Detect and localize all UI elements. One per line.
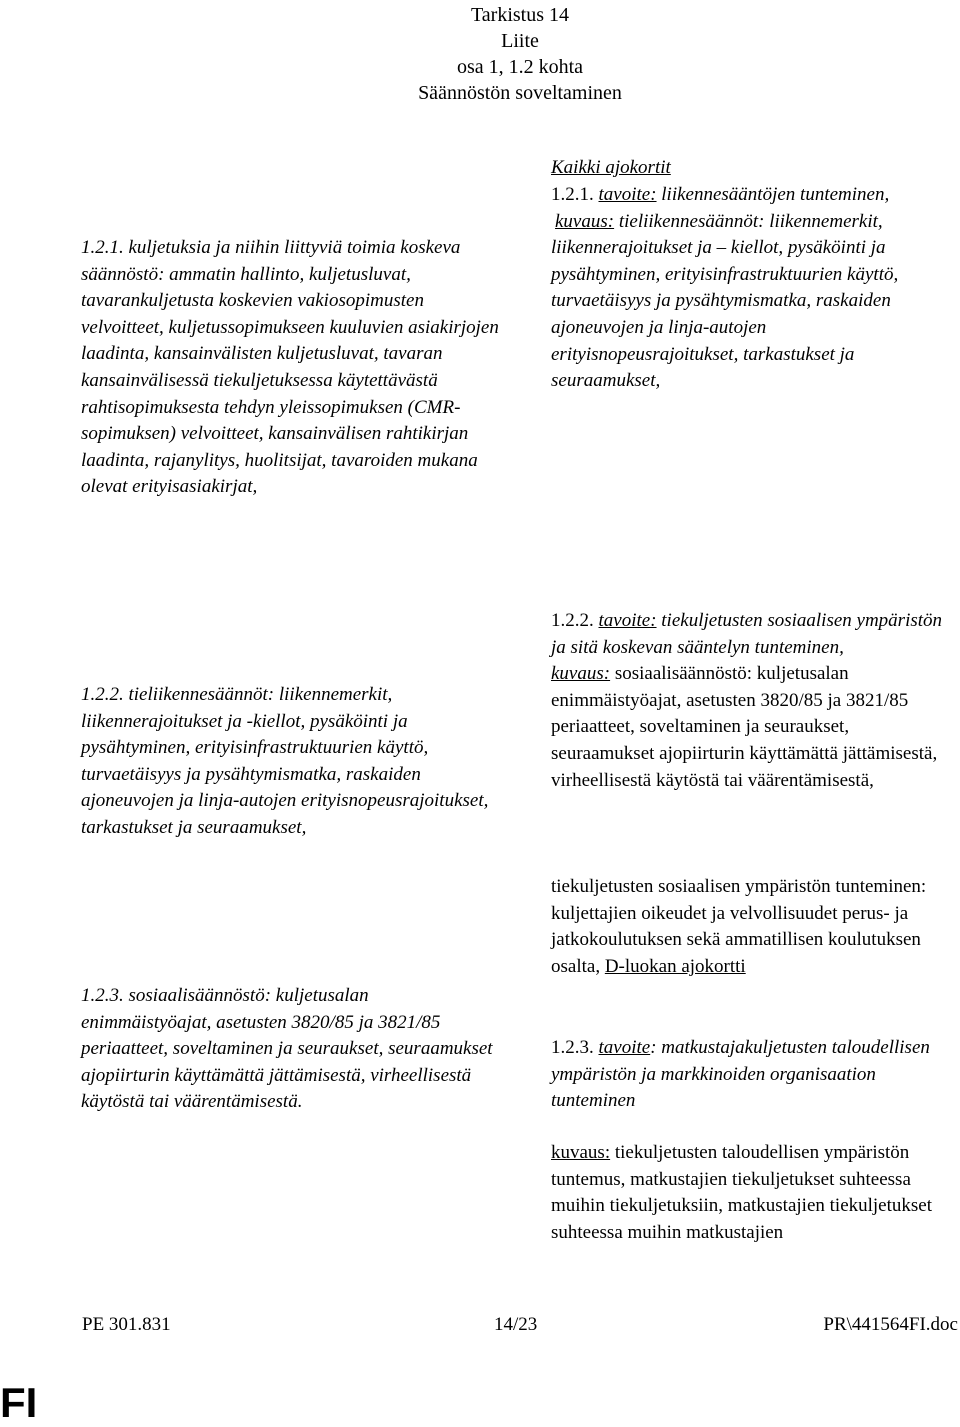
left-paragraph-1-2-1: 1.2.1. kuljetuksia ja niihin liittyviä toimia koskeva säännöstö: ammatin hallinto, kuljetusluvat, tavarankuljetusta koskevien vakiosopimusten velvoitteet, kuljetussopimukseen kuuluvien asiakirjojen laadinta, kansainvälisten kuljetusluvat, tavaran kansainvälisessä tiekuljetuksessa käytettävästä rahtisopimuksesta tehdyn yleissopimuksen (CMR-sopimuksen) velvoitteet, kansainvälisen rahtikirjan laadinta, rajanylitys, huolitsijat, tavaroiden mukana olevat erityisasiakirjat, xyxy=(81,237,499,498)
description-label: kuvaus: xyxy=(551,1142,611,1163)
section-number: 1.2.3. xyxy=(551,1037,599,1058)
objective-text: liikennesääntöjen tunteminen, xyxy=(656,184,890,205)
right-heading: Kaikki ajokortit xyxy=(551,157,671,178)
section-number: 1.2.1. xyxy=(551,184,599,205)
header-title: Säännöstön soveltaminen xyxy=(418,82,622,104)
right-section-1-2-2 xyxy=(551,608,951,794)
description-text: sosiaalisäännöstö: kuljetusalan enimmäistyöajat, asetusten 3820/85 ja 3821/85 periaatteet, soveltaminen ja seuraukset, seuraamukset ajopiirturin käyttämättä jättämisestä, virheellisestä käytöstä tai väärentämisestä, xyxy=(551,663,938,791)
objective-label: tavoite: xyxy=(598,184,657,205)
document-header xyxy=(380,2,660,106)
header-annex: Liite xyxy=(501,30,539,52)
footer-reference: PE 301.831 xyxy=(82,1314,171,1335)
right-section-1-2-3 xyxy=(551,1035,951,1115)
left-paragraph-1-2-3: 1.2.3. sosiaalisäännöstö: kuljetusalan enimmäistyöajat, asetusten 3820/85 ja 3821/85 periaatteet, soveltaminen ja seuraukset, seuraamukset ajopiirturin käyttämättä jättämisestä, virheellisestä käytöstä tai väärentämisestä. xyxy=(81,985,493,1113)
description-label: kuvaus: xyxy=(555,210,615,232)
footer-document-name: PR\441564FI.doc xyxy=(823,1314,958,1335)
objective-text: : matkustajakuljetusten taloudellisen ympäristön ja markkinoiden organisaation tunteminen xyxy=(551,1037,930,1112)
header-amendment: Tarkistus 14 xyxy=(470,4,570,26)
description-label: kuvaus: xyxy=(551,663,611,685)
footer-page-number: 14/23 xyxy=(494,1314,538,1335)
description-text: tiekuljetusten taloudellisen ympäristön tuntemus, matkustajien tiekuljetukset suhteessa muihin tiekuljetuksiin, matkustajien tiekuljetukset suhteessa muihin matkustajien xyxy=(551,1142,933,1243)
section-number: 1.2.2. xyxy=(551,610,599,631)
licence-d-link[interactable]: D-luokan ajokortti xyxy=(604,955,746,977)
left-paragraph-1-2-2: 1.2.2. tieliikennesäännöt: liikennemerkit, liikennerajoitukset ja -kiellot, pysäköinti ja pysähtyminen, erityisinfrastruktuurien käyttö, turvaetäisyys ja pysähtymismatka, raskaiden ajoneuvojen ja linja-autojen erityisnopeusrajoitukset, tarkastukset ja seuraamukset, xyxy=(81,684,489,838)
right-section-1-2-3-description xyxy=(551,1140,960,1246)
right-driver-rights-paragraph xyxy=(551,874,951,980)
language-code: FI xyxy=(0,1379,38,1426)
objective-text: tiekuljetusten sosiaalisen ympäristön ja sitä koskevan sääntelyn tunteminen, xyxy=(551,610,943,658)
right-section-1-2-1 xyxy=(551,182,951,395)
objective-label: tavoite xyxy=(598,1037,651,1058)
objective-label: tavoite: xyxy=(598,610,657,631)
driver-rights-text: tiekuljetusten sosiaalisen ympäristön tunteminen: kuljettajien oikeudet ja velvollisuudet perus- ja jatkokoulutuksen sekä ammatillisen koulutuksen osalta, xyxy=(551,876,927,977)
header-section: osa 1, 1.2 kohta xyxy=(456,56,584,78)
description-text: tieliikennesäännöt: liikennemerkit, liikennerajoitukset ja – kiellot, pysäköinti ja pysähtyminen, erityisinfrastruktuurien käyttö, turvaetäisyys ja pysähtymismatka, raskaiden ajoneuvojen ja linja-autojen erityisnopeusrajoitukset, tarkastukset ja seuraamukset, xyxy=(551,210,899,392)
